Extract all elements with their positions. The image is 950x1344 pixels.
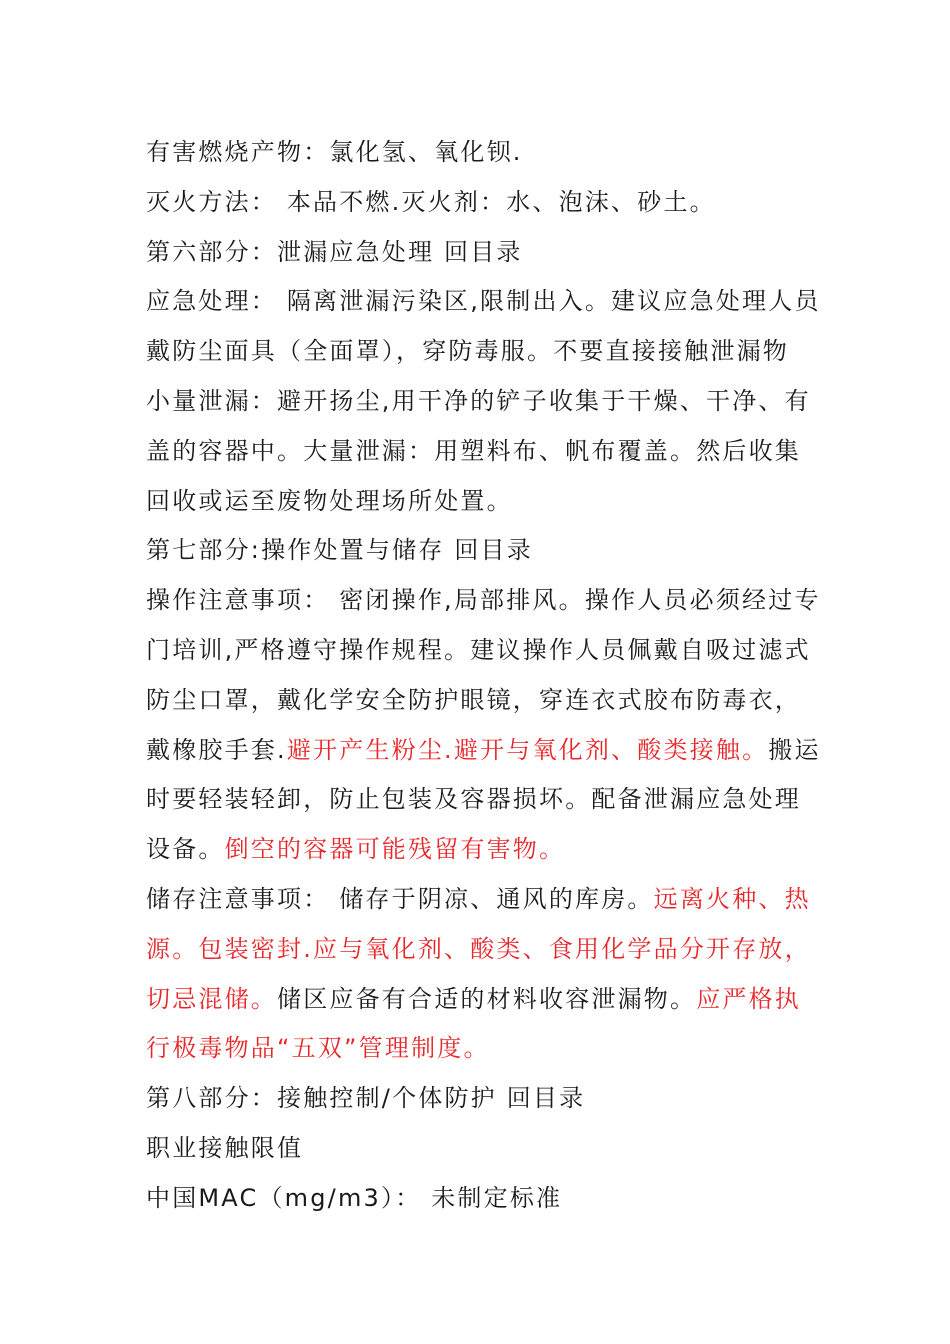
text-segment: 中国MAC（mg/m3）： 未制定标准: [146, 1183, 563, 1212]
highlighted-text: 切忌混储。: [146, 984, 277, 1013]
text-segment: 应急处理： 隔离泄漏污染区,限制出入。建议应急处理人员: [146, 287, 821, 316]
text-segment: 时要轻装轻卸，防止包装及容器损坏。配备泄漏应急处理: [146, 785, 801, 814]
text-line: [146, 925, 811, 975]
text-segment: 设备。: [146, 835, 225, 864]
text-line: [146, 377, 811, 427]
text-line: [146, 1074, 811, 1124]
text-segment: 操作注意事项： 密闭操作,局部排风。操作人员必须经过专: [146, 586, 821, 615]
text-segment: 盖的容器中。大量泄漏：用塑料布、帆布覆盖。然后收集: [146, 436, 801, 465]
highlighted-text: 倒空的容器可能残留有害物。: [224, 835, 566, 864]
text-segment: 储区应备有合适的材料收容泄漏物。: [277, 984, 697, 1013]
highlighted-text: 应严格执: [696, 984, 802, 1013]
text-line: [146, 178, 811, 228]
text-segment: 戴防尘面具（全面罩），穿防毒服。不要直接接触泄漏物: [146, 337, 789, 366]
highlighted-text: 源。包装密封.应与氧化剂、酸类、食用化学品分开存放，: [146, 934, 811, 963]
text-segment: 防尘口罩，戴化学安全防护眼镜，穿连衣式胶布防毒衣，: [146, 685, 801, 714]
text-line: [146, 327, 811, 377]
highlighted-text: 远离火种、热: [653, 884, 811, 913]
text-line: [146, 726, 821, 776]
text-line: [146, 626, 811, 676]
text-line: [146, 228, 811, 278]
text-segment: 有害燃烧产物：氯化氢、氧化钡.: [146, 138, 523, 166]
text-line: [146, 875, 811, 925]
text-line: [146, 277, 821, 327]
text-segment: 回收或运至废物处理场所处置。: [146, 486, 513, 515]
text-line: [146, 975, 811, 1025]
text-segment: 第八部分：接触控制/个体防护 回目录: [146, 1084, 586, 1113]
highlighted-text: 行极毒物品“五双”管理制度。: [146, 1034, 490, 1063]
text-line: [146, 1124, 811, 1174]
text-line: [146, 128, 811, 178]
text-segment: 灭火方法： 本品不燃.灭火剂：水、泡沫、砂土。: [146, 187, 716, 216]
text-line: [146, 775, 811, 825]
text-line: [146, 477, 811, 527]
text-line: [146, 576, 821, 626]
text-segment: 搬运: [768, 735, 821, 764]
text-segment: 戴橡胶手套.: [146, 735, 287, 764]
text-line: [146, 1024, 811, 1074]
text-segment: 第六部分：泄漏应急处理 回目录: [146, 237, 523, 266]
text-line: [146, 526, 811, 576]
text-line: [146, 825, 811, 875]
text-line: [146, 427, 811, 477]
text-segment: 职业接触限值: [146, 1133, 304, 1162]
highlighted-text: 避开产生粉尘.避开与氧化剂、酸类接触。: [286, 735, 769, 764]
document-page: [146, 128, 821, 1224]
text-segment: 门培训,严格遵守操作规程。建议操作人员佩戴自吸过滤式: [146, 635, 811, 664]
text-line: [146, 1174, 811, 1224]
text-line: [146, 676, 811, 726]
text-segment: 储存注意事项： 储存于阴凉、通风的库房。: [146, 884, 654, 913]
text-segment: 第七部分:操作处置与储存 回目录: [146, 536, 533, 565]
text-segment: 小量泄漏：避开扬尘,用干净的铲子收集于干燥、干净、有: [146, 386, 811, 415]
